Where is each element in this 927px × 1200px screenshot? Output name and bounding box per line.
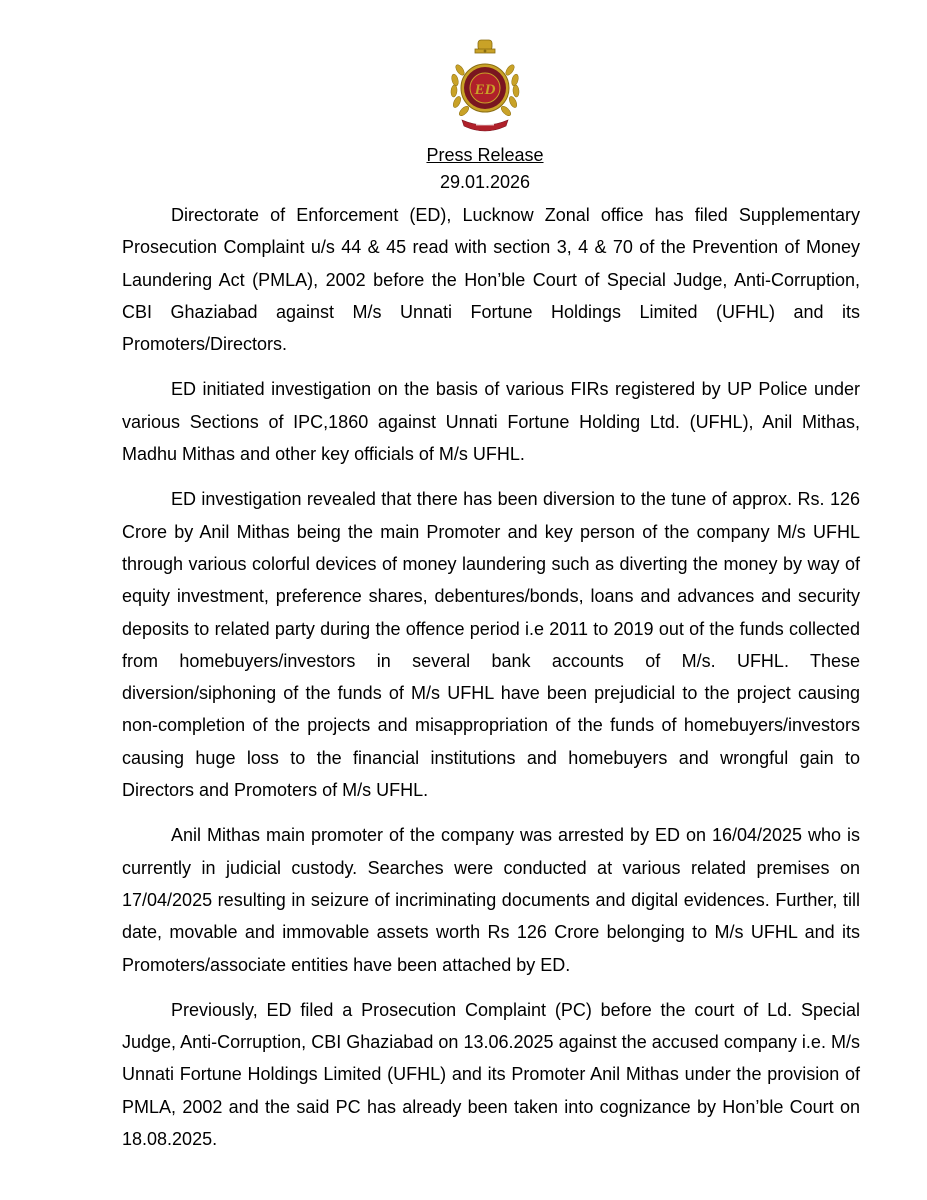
press-release-body: [122, 199, 860, 1168]
paragraph-investigation-findings: ED investigation revealed that there has been diversion to the tune of approx. Rs. 126 Crore by Anil Mithas being the main Promoter and key person of the company M/s UFHL through various colorful devices of money laundering such as diverting the money by way of equity investment, preference shares, debentures/bonds, loans and advances and security deposits to related party during the offence period i.e 2011 to 2019 out of the funds collected from homebuyers/investors in several bank accounts of M/s. UFHL. These diversion/siphoning of the funds of M/s UFHL have been prejudicial to the project causing non-completion of the projects and misappropriation of the funds of homebuyers/investors causing huge loss to the financial institutions and homebuyers and wrongful gain to Directors and Promoters of M/s UFHL.: [122, 489, 860, 801]
press-release-date: 29.01.2026: [439, 172, 531, 192]
paragraph-investigation-basis: ED initiated investigation on the basis of various FIRs registered by UP Police under various Sections of IPC,1860 against Unnati Fortune Holding Ltd. (UFHL), Anil Mithas, Madhu Mithas and other key officials of M/s UFHL.: [122, 379, 860, 465]
svg-text:ED: ED: [474, 82, 496, 98]
ed-emblem-logo: [440, 36, 530, 136]
press-release-title: Press Release: [426, 145, 544, 165]
paragraph-supplementary-complaint: Directorate of Enforcement (ED), Lucknow Zonal office has filed Supplementary Prosecution Complaint u/s 44 & 45 read with section 3, 4 & 70 of the Prevention of Money Laundering Act (PMLA), 2002 before the Hon’ble Court of Special Judge, Anti-Corruption, CBI Ghaziabad against M/s Unnati Fortune Holdings Limited (UFHL) and its Promoters/Directors.: [122, 205, 860, 355]
paragraph-previous-complaint: Previously, ED filed a Prosecution Complaint (PC) before the court of Ld. Special Judge, Anti-Corruption, CBI Ghaziabad on 13.06.2025 against the accused company i.e. M/s Unnati Fortune Holdings Limited (UFHL) and its Promoter Anil Mithas under the provision of PMLA, 2002 and the said PC has already been taken into cognizance by Hon’ble Court on 18.08.2025.: [122, 999, 860, 1150]
lion-capital-icon: [475, 40, 495, 53]
paragraph-arrest-and-attachment: Anil Mithas main promoter of the company was arrested by ED on 16/04/2025 who is currently in judicial custody. Searches were conducted at various related premises on 17/04/2025 resulting in seizure of incriminating documents and digital evidences. Further, till date, movable and immovable assets worth Rs 126 Crore belonging to M/s UFHL and its Promoters/associate entities have been attached by ED.: [122, 825, 860, 975]
